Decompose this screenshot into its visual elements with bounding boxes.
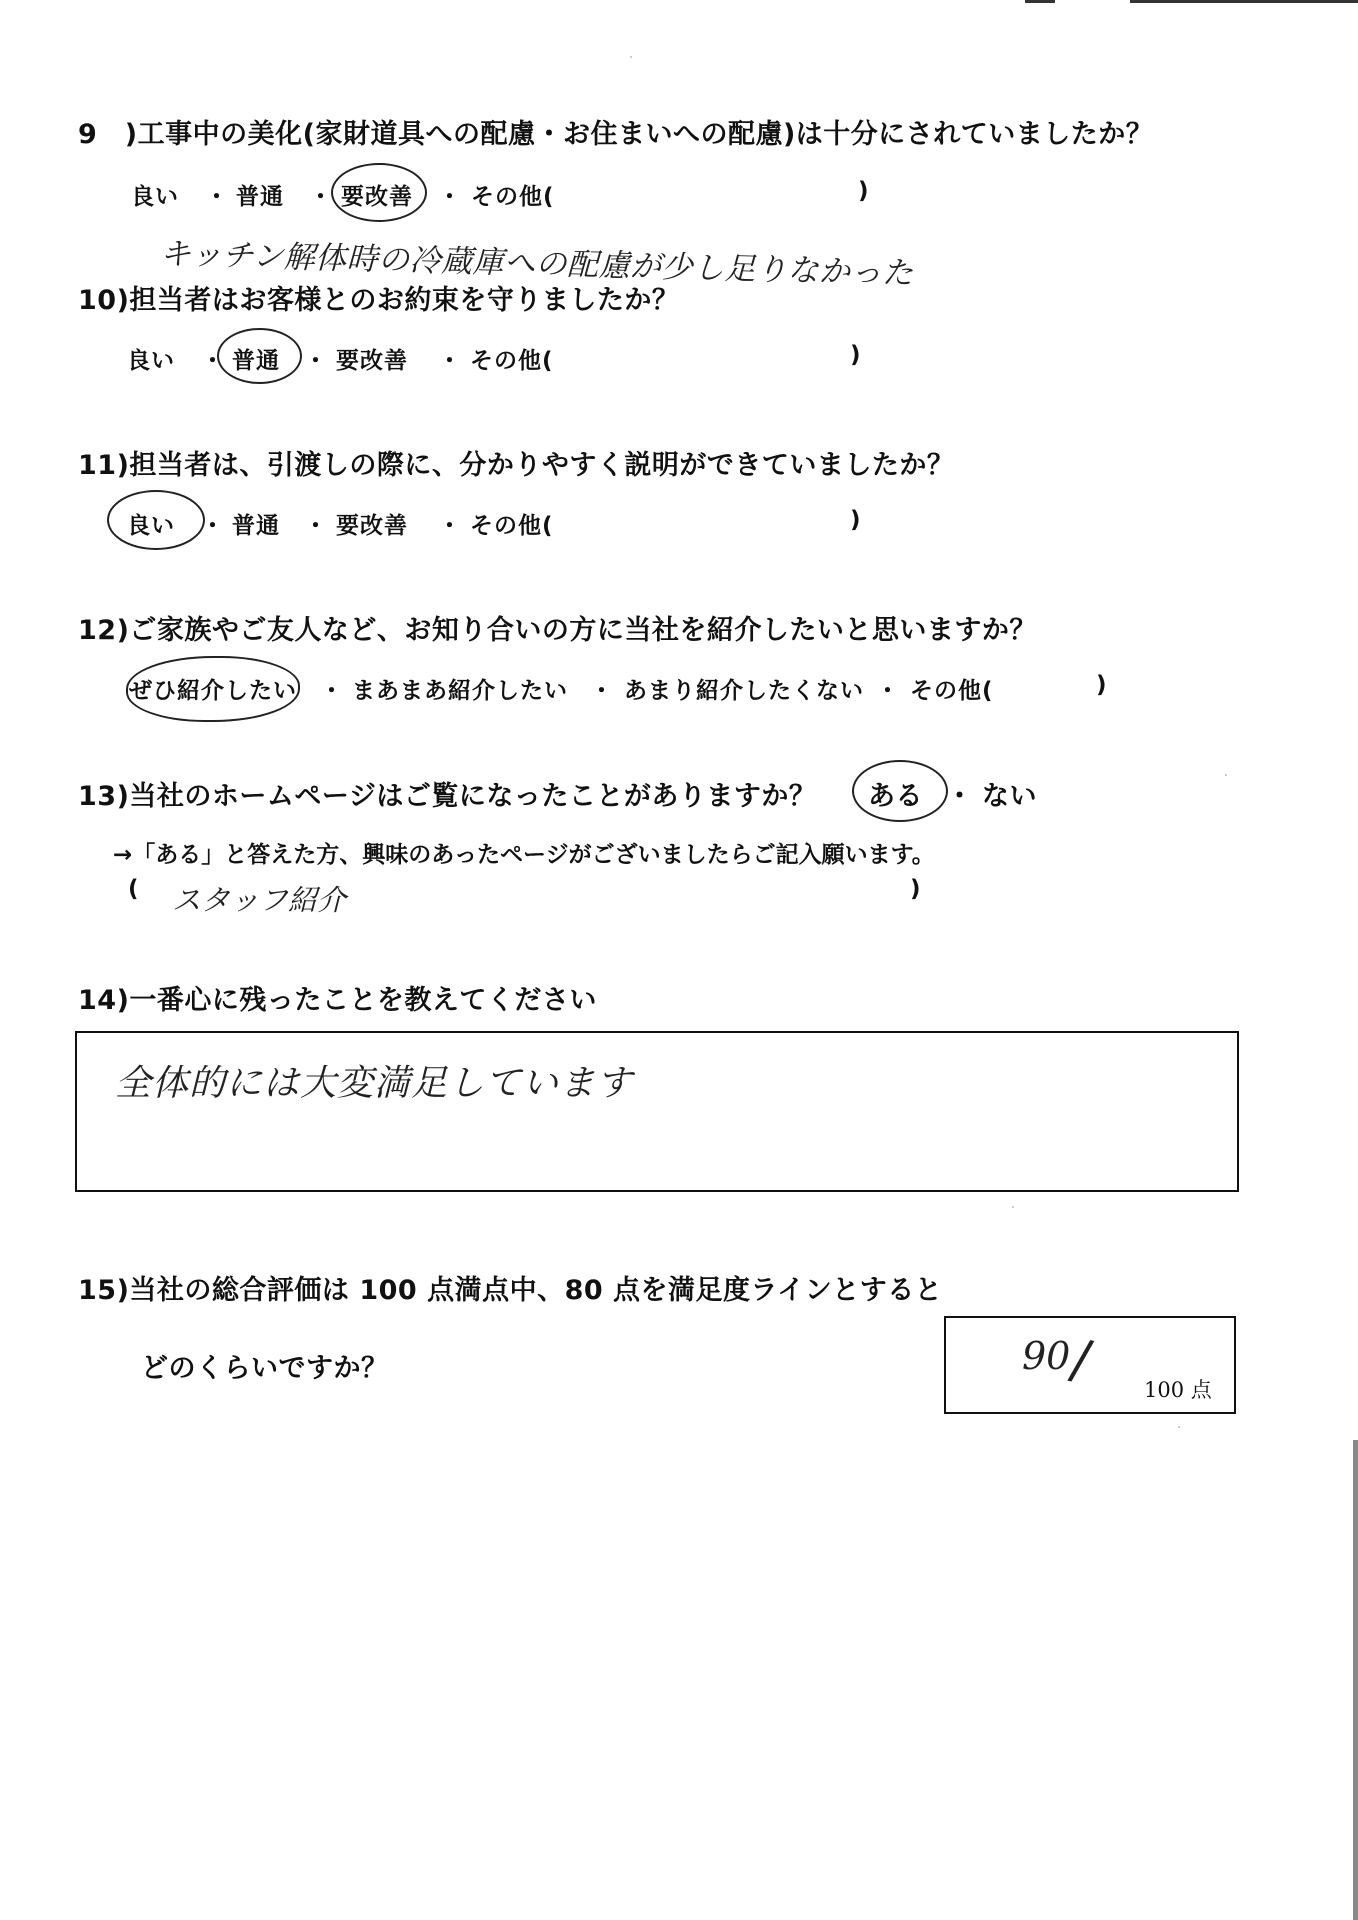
q10-option-other[interactable]: その他( [470,348,554,374]
q10-separator: ・ [201,348,225,374]
q12-option-definitely[interactable]: ぜひ紹介したい [129,678,297,704]
q9-option-needs-improvement[interactable]: 要改善 [341,184,413,210]
q13-option-yes[interactable]: ある [868,781,923,812]
q9-separator: ・ [438,184,462,210]
q12-separator: ・ [320,678,344,704]
q13-paren-open: ( [128,876,140,902]
q13-paren-close: ) [910,876,922,902]
scan-speck [1225,774,1227,776]
q11-other-close: ) [850,507,862,533]
q11-separator: ・ [438,513,462,539]
q9-selected-circle [331,163,427,222]
scan-speck [630,56,632,58]
q15-score-box[interactable] [944,1316,1236,1414]
q11-option-other[interactable]: その他( [470,513,554,539]
q9-separator: ・ [205,184,229,210]
q12-other-close: ) [1096,672,1108,698]
q15-question: 15)当社の総合評価は 100 点満点中、80 点を満足度ラインとすると [78,1275,943,1306]
q14-handwritten-answer: 全体的には大変満足しています [115,1063,634,1104]
q9-handwritten-comment: キッチン解体時の冷蔵庫への配慮が少し足りなかった [159,236,914,292]
q13-handwritten-answer[interactable]: スタッフ紹介 [172,883,347,917]
q13-question: 13)当社のホームページはご覧になったことがありますか？ [78,781,817,812]
scan-speck [1178,1426,1180,1428]
q15-score-slash: / [1065,1326,1097,1393]
q12-separator: ・ [876,678,900,704]
q10-separator: ・ [438,348,462,374]
q10-other-close: ) [850,342,862,368]
q10-option-good[interactable]: 良い [127,348,175,374]
q9-option-other[interactable]: その他( [471,184,555,210]
q9-other-close: ) [858,178,870,204]
q10-question: 10)担当者はお客様とのお約束を守りましたか？ [78,285,680,316]
q13-option-no[interactable]: ない [982,781,1037,812]
scan-speck [1012,1206,1014,1208]
q15-score-max: 100 点 [1144,1378,1212,1402]
q11-option-needs-improvement[interactable]: 要改善 [336,513,408,539]
q12-option-not-really[interactable]: あまり紹介したくない [624,678,864,704]
q9-option-normal[interactable]: 普通 [236,184,284,210]
q11-option-good[interactable]: 良い [127,513,175,539]
q10-option-normal[interactable]: 普通 [232,348,280,374]
q9-option-good[interactable]: 良い [131,184,179,210]
q9-separator: ・ [309,184,333,210]
q10-option-needs-improvement[interactable]: 要改善 [336,348,408,374]
q11-option-normal[interactable]: 普通 [232,513,280,539]
q9-question: 9 )工事中の美化(家財道具への配慮・お住まいへの配慮)は十分にされていましたか？ [78,119,1154,150]
q11-separator: ・ [304,513,328,539]
q14-question: 14)一番心に残ったことを教えてください [78,985,597,1016]
q12-separator: ・ [590,678,614,704]
q12-question: 12)ご家族やご友人など、お知り合いの方に当社を紹介したいと思いますか？ [78,615,1037,646]
q13-selected-circle [852,760,948,822]
q12-selected-circle [126,656,300,722]
q15-score-value: 90 [1022,1334,1071,1378]
scan-top-line [1130,0,1358,3]
scan-edge [1353,1440,1358,1920]
q15-question-line2: どのくらいですか？ [141,1353,389,1384]
q11-selected-circle [107,490,205,550]
scan-top-line [1025,0,1055,3]
q14-answer-box[interactable] [75,1031,1239,1192]
q12-option-somewhat[interactable]: まあまあ紹介したい [352,678,568,704]
q13-separator: ・ [946,781,974,812]
q12-option-other[interactable]: その他( [910,678,994,704]
q11-question: 11)担当者は、引渡しの際に、分かりやすく説明ができていましたか？ [78,450,955,481]
q10-selected-circle [217,328,302,384]
q11-separator: ・ [201,513,225,539]
q13-note: →「ある」と答えた方、興味のあったページがございましたらご記入願います。 [113,842,935,868]
q10-separator: ・ [304,348,328,374]
